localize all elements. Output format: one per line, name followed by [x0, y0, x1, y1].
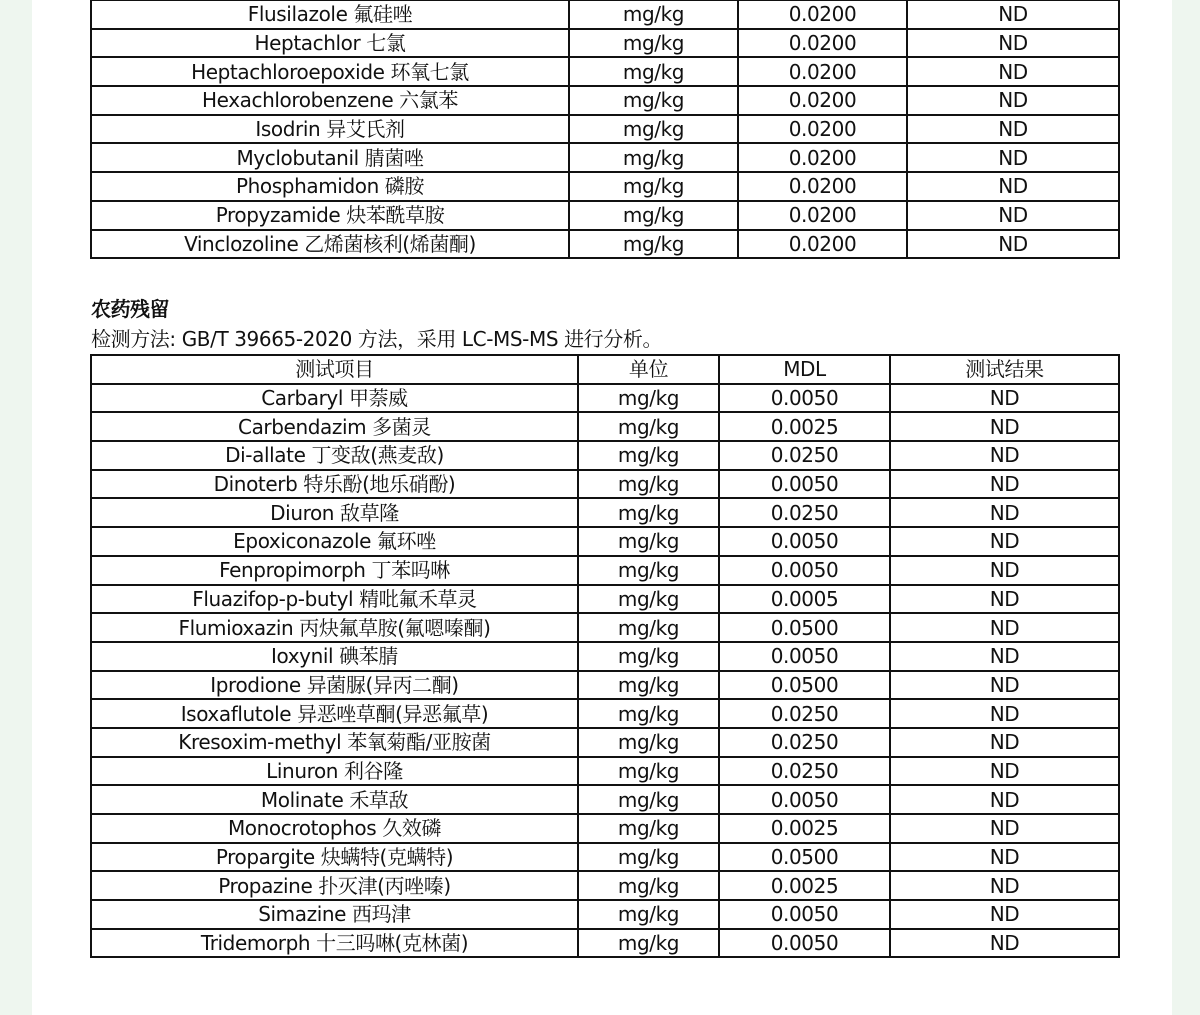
test-item-cell: Heptachlor 七氯	[91, 29, 569, 58]
mdl-cell: 0.0200	[738, 57, 907, 86]
table-row	[91, 172, 1119, 201]
table-row	[91, 143, 1119, 172]
table-row	[91, 900, 1119, 929]
test-item-cell: Dinoterb 特乐酚(地乐硝酚)	[91, 470, 578, 499]
test-item-cell: Linuron 利谷隆	[91, 757, 578, 786]
unit-cell: mg/kg	[578, 441, 719, 470]
unit-cell: mg/kg	[578, 929, 719, 958]
test-item-cell: Diuron 敌草隆	[91, 498, 578, 527]
test-item-cell: Phosphamidon 磷胺	[91, 172, 569, 201]
mdl-cell: 0.0500	[719, 671, 890, 700]
header-mdl: MDL	[719, 355, 890, 384]
table-row	[91, 115, 1119, 144]
test-item-cell: Kresoxim-methyl 苯氧菊酯/亚胺菌	[91, 728, 578, 757]
unit-cell: mg/kg	[578, 412, 719, 441]
result-cell: ND	[890, 556, 1119, 585]
test-item-cell: Tridemorph 十三吗啉(克林菌)	[91, 929, 578, 958]
unit-cell: mg/kg	[578, 728, 719, 757]
mdl-cell: 0.0200	[738, 115, 907, 144]
table-row	[91, 585, 1119, 614]
pesticide-table-continued	[90, 0, 1120, 259]
table-row	[91, 671, 1119, 700]
test-item-cell: Carbaryl 甲萘威	[91, 384, 578, 413]
unit-cell: mg/kg	[578, 699, 719, 728]
mdl-cell: 0.0050	[719, 470, 890, 499]
test-item-cell: Hexachlorobenzene 六氯苯	[91, 86, 569, 115]
test-item-cell: Fenpropimorph 丁苯吗啉	[91, 556, 578, 585]
table-row	[91, 441, 1119, 470]
unit-cell: mg/kg	[569, 0, 738, 29]
unit-cell: mg/kg	[569, 29, 738, 58]
test-item-cell: Monocrotophos 久效磷	[91, 814, 578, 843]
unit-cell: mg/kg	[578, 757, 719, 786]
test-item-cell: Epoxiconazole 氟环唑	[91, 527, 578, 556]
test-item-cell: Flumioxazin 丙炔氟草胺(氟嗯嗪酮)	[91, 613, 578, 642]
table-row	[91, 470, 1119, 499]
table-row	[91, 230, 1119, 259]
table-row	[91, 613, 1119, 642]
unit-cell: mg/kg	[569, 57, 738, 86]
mdl-cell: 0.0250	[719, 757, 890, 786]
mdl-cell: 0.0200	[738, 172, 907, 201]
test-item-cell: Propyzamide 炔苯酰草胺	[91, 201, 569, 230]
mdl-cell: 0.0050	[719, 900, 890, 929]
test-item-cell: Carbendazim 多菌灵	[91, 412, 578, 441]
test-item-cell: Myclobutanil 腈菌唑	[91, 143, 569, 172]
table-row	[91, 498, 1119, 527]
test-item-cell: Isoxaflutole 异恶唑草酮(异恶氟草)	[91, 699, 578, 728]
test-item-cell: Iprodione 异菌脲(异丙二酮)	[91, 671, 578, 700]
mdl-cell: 0.0050	[719, 556, 890, 585]
result-cell: ND	[890, 814, 1119, 843]
table-row	[91, 814, 1119, 843]
mdl-cell: 0.0250	[719, 699, 890, 728]
section-title: 农药残留	[91, 297, 169, 321]
result-cell: ND	[890, 871, 1119, 900]
result-cell: ND	[890, 728, 1119, 757]
result-cell: ND	[890, 585, 1119, 614]
pesticide-residue-table-body	[91, 384, 1119, 958]
result-cell: ND	[890, 412, 1119, 441]
unit-cell: mg/kg	[578, 900, 719, 929]
mdl-cell: 0.0250	[719, 498, 890, 527]
mdl-cell: 0.0500	[719, 843, 890, 872]
result-cell: ND	[890, 757, 1119, 786]
pesticide-residue-table	[90, 354, 1120, 958]
header-test-item: 测试项目	[91, 355, 578, 384]
unit-cell: mg/kg	[578, 671, 719, 700]
mdl-cell: 0.0050	[719, 785, 890, 814]
result-cell: ND	[907, 143, 1119, 172]
result-cell: ND	[890, 843, 1119, 872]
mdl-cell: 0.0025	[719, 871, 890, 900]
unit-cell: mg/kg	[569, 230, 738, 259]
result-cell: ND	[890, 498, 1119, 527]
result-cell: ND	[890, 900, 1119, 929]
mdl-cell: 0.0200	[738, 29, 907, 58]
result-cell: ND	[907, 201, 1119, 230]
test-item-cell: Propazine 扑灭津(丙唑嗪)	[91, 871, 578, 900]
header-unit: 单位	[578, 355, 719, 384]
test-item-cell: Fluazifop-p-butyl 精吡氟禾草灵	[91, 585, 578, 614]
unit-cell: mg/kg	[578, 527, 719, 556]
table-row	[91, 86, 1119, 115]
table-row	[91, 642, 1119, 671]
result-cell: ND	[890, 699, 1119, 728]
unit-cell: mg/kg	[578, 871, 719, 900]
unit-cell: mg/kg	[578, 556, 719, 585]
result-cell: ND	[890, 527, 1119, 556]
test-method-text: 检测方法: GB/T 39665-2020 方法，采用 LC-MS-MS 进行分析。	[91, 327, 663, 351]
result-cell: ND	[907, 0, 1119, 29]
unit-cell: mg/kg	[578, 785, 719, 814]
result-cell: ND	[907, 115, 1119, 144]
table-row	[91, 0, 1119, 29]
mdl-cell: 0.0025	[719, 412, 890, 441]
mdl-cell: 0.0050	[719, 384, 890, 413]
mdl-cell: 0.0200	[738, 86, 907, 115]
unit-cell: mg/kg	[578, 470, 719, 499]
test-item-cell: Di-allate 丁变敌(燕麦敌)	[91, 441, 578, 470]
test-item-cell: Flusilazole 氟硅唑	[91, 0, 569, 29]
table-row	[91, 556, 1119, 585]
table-row	[91, 871, 1119, 900]
test-item-cell: Isodrin 异艾氏剂	[91, 115, 569, 144]
mdl-cell: 0.0250	[719, 728, 890, 757]
result-cell: ND	[890, 613, 1119, 642]
test-item-cell: Ioxynil 碘苯腈	[91, 642, 578, 671]
unit-cell: mg/kg	[569, 172, 738, 201]
result-cell: ND	[890, 441, 1119, 470]
mdl-cell: 0.0025	[719, 814, 890, 843]
test-item-cell: Vinclozoline 乙烯菌核利(烯菌酮)	[91, 230, 569, 259]
result-cell: ND	[907, 172, 1119, 201]
table-row	[91, 929, 1119, 958]
mdl-cell: 0.0050	[719, 642, 890, 671]
table-row	[91, 757, 1119, 786]
header-test-result: 测试结果	[890, 355, 1119, 384]
table-row	[91, 384, 1119, 413]
table-row	[91, 699, 1119, 728]
unit-cell: mg/kg	[569, 143, 738, 172]
unit-cell: mg/kg	[569, 115, 738, 144]
unit-cell: mg/kg	[578, 585, 719, 614]
table-header-row	[91, 355, 1119, 384]
result-cell: ND	[890, 384, 1119, 413]
result-cell: ND	[890, 671, 1119, 700]
mdl-cell: 0.0200	[738, 0, 907, 29]
mdl-cell: 0.0005	[719, 585, 890, 614]
table-row	[91, 412, 1119, 441]
table-row	[91, 843, 1119, 872]
unit-cell: mg/kg	[578, 384, 719, 413]
test-item-cell: Simazine 西玛津	[91, 900, 578, 929]
mdl-cell: 0.0200	[738, 201, 907, 230]
unit-cell: mg/kg	[578, 843, 719, 872]
result-cell: ND	[907, 230, 1119, 259]
unit-cell: mg/kg	[578, 814, 719, 843]
test-item-cell: Propargite 炔螨特(克螨特)	[91, 843, 578, 872]
mdl-cell: 0.0050	[719, 527, 890, 556]
mdl-cell: 0.0200	[738, 143, 907, 172]
pesticide-table-continued-body	[91, 0, 1119, 258]
result-cell: ND	[890, 470, 1119, 499]
result-cell: ND	[907, 57, 1119, 86]
table-row	[91, 527, 1119, 556]
unit-cell: mg/kg	[578, 498, 719, 527]
unit-cell: mg/kg	[569, 201, 738, 230]
result-cell: ND	[907, 86, 1119, 115]
result-cell: ND	[890, 929, 1119, 958]
table-row	[91, 785, 1119, 814]
result-cell: ND	[907, 29, 1119, 58]
table-row	[91, 29, 1119, 58]
mdl-cell: 0.0200	[738, 230, 907, 259]
table-row	[91, 201, 1119, 230]
test-item-cell: Heptachloroepoxide 环氧七氯	[91, 57, 569, 86]
mdl-cell: 0.0500	[719, 613, 890, 642]
mdl-cell: 0.0250	[719, 441, 890, 470]
unit-cell: mg/kg	[569, 86, 738, 115]
table-row	[91, 728, 1119, 757]
mdl-cell: 0.0050	[719, 929, 890, 958]
unit-cell: mg/kg	[578, 642, 719, 671]
result-cell: ND	[890, 642, 1119, 671]
test-item-cell: Molinate 禾草敌	[91, 785, 578, 814]
table-row	[91, 57, 1119, 86]
unit-cell: mg/kg	[578, 613, 719, 642]
result-cell: ND	[890, 785, 1119, 814]
